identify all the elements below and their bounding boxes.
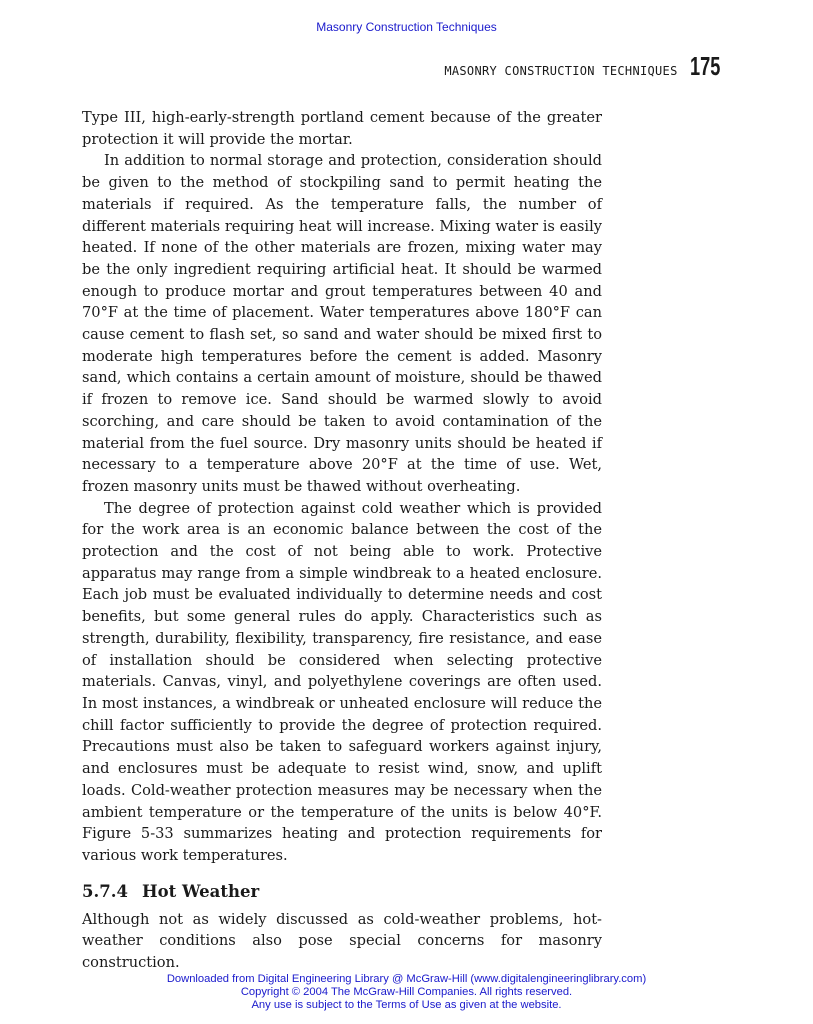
footer-notice: [0, 973, 813, 1012]
footer-download-link[interactable]: Downloaded from Digital Engineering Library @ McGraw-Hill (www.digitalengineeringlibrary.com): [166, 973, 647, 985]
footer-copyright: Copyright © 2004 The McGraw-Hill Companies. All rights reserved.: [240, 986, 573, 998]
running-header: [444, 51, 733, 82]
section-number: 5.7.4: [82, 881, 128, 901]
running-title: MASONRY CONSTRUCTION TECHNIQUES: [444, 64, 678, 78]
page-number: 175: [689, 51, 720, 81]
top-book-title-link[interactable]: Masonry Construction Techniques: [316, 20, 497, 34]
paragraph-4: Although not as widely discussed as cold-weather problems, hot-weather conditions also pose special concerns for masonry construction.: [82, 910, 602, 972]
paragraph-3: The degree of protection against cold weather which is provided for the work area is an economic balance between the cost of the protection and the cost of not being able to work. Protective apparatus may range from a simple windbreak to a heated enclosure. Each job must be evaluated individually to determine needs and cost benefits, but some general rules do apply. Characteristics such as strength, durability, flexibility, transparency, fire resistance, and ease of installation should be considered when selecting protective materials. Canvas, vinyl, and polyethylene coverings are often used. In most instances, a windbreak or unheated enclosure will reduce the chill factor sufficiently to provide the degree of protection required. Precautions must also be taken to safeguard workers against injury, and enclosures must be adequate to resist wind, snow, and uplift loads. Cold-weather protection measures may be necessary when the ambient temperature or the temperature of the units is below 40°F. Figure 5-33 summarizes heating and protection requirements for various work temperatures.: [82, 499, 602, 864]
body-text: [82, 107, 602, 974]
paragraph-1: Type III, high-early-strength portland cement because of the greater protection it will provide the mortar.: [82, 109, 602, 148]
footer-terms[interactable]: Any use is subject to the Terms of Use as given at the website.: [251, 999, 562, 1011]
paragraph-2: In addition to normal storage and protection, consideration should be given to the method of stockpiling sand to permit heating the materials if required. As the temperature falls, the number of different materials requiring heat will increase. Mixing water is easily heated. If none of the other materials are frozen, mixing water may be the only ingredient requiring artificial heat. It should be warmed enough to produce mortar and grout temperatures between 40 and 70°F at the time of placement. Water temperatures above 180°F can cause cement to flash set, so sand and water should be mixed first to moderate high temperatures before the cement is added. Masonry sand, which contains a certain amount of moisture, should be thawed if frozen to remove ice. Sand should be warmed slowly to avoid scorching, and care should be taken to avoid contamination of the material from the fuel source. Dry masonry units should be heated if necessary to a temperature above 20°F at the time of use. Wet, frozen masonry units must be thawed without overheating.: [82, 152, 602, 495]
section-heading: [82, 881, 602, 903]
section-title: Hot Weather: [142, 881, 260, 901]
